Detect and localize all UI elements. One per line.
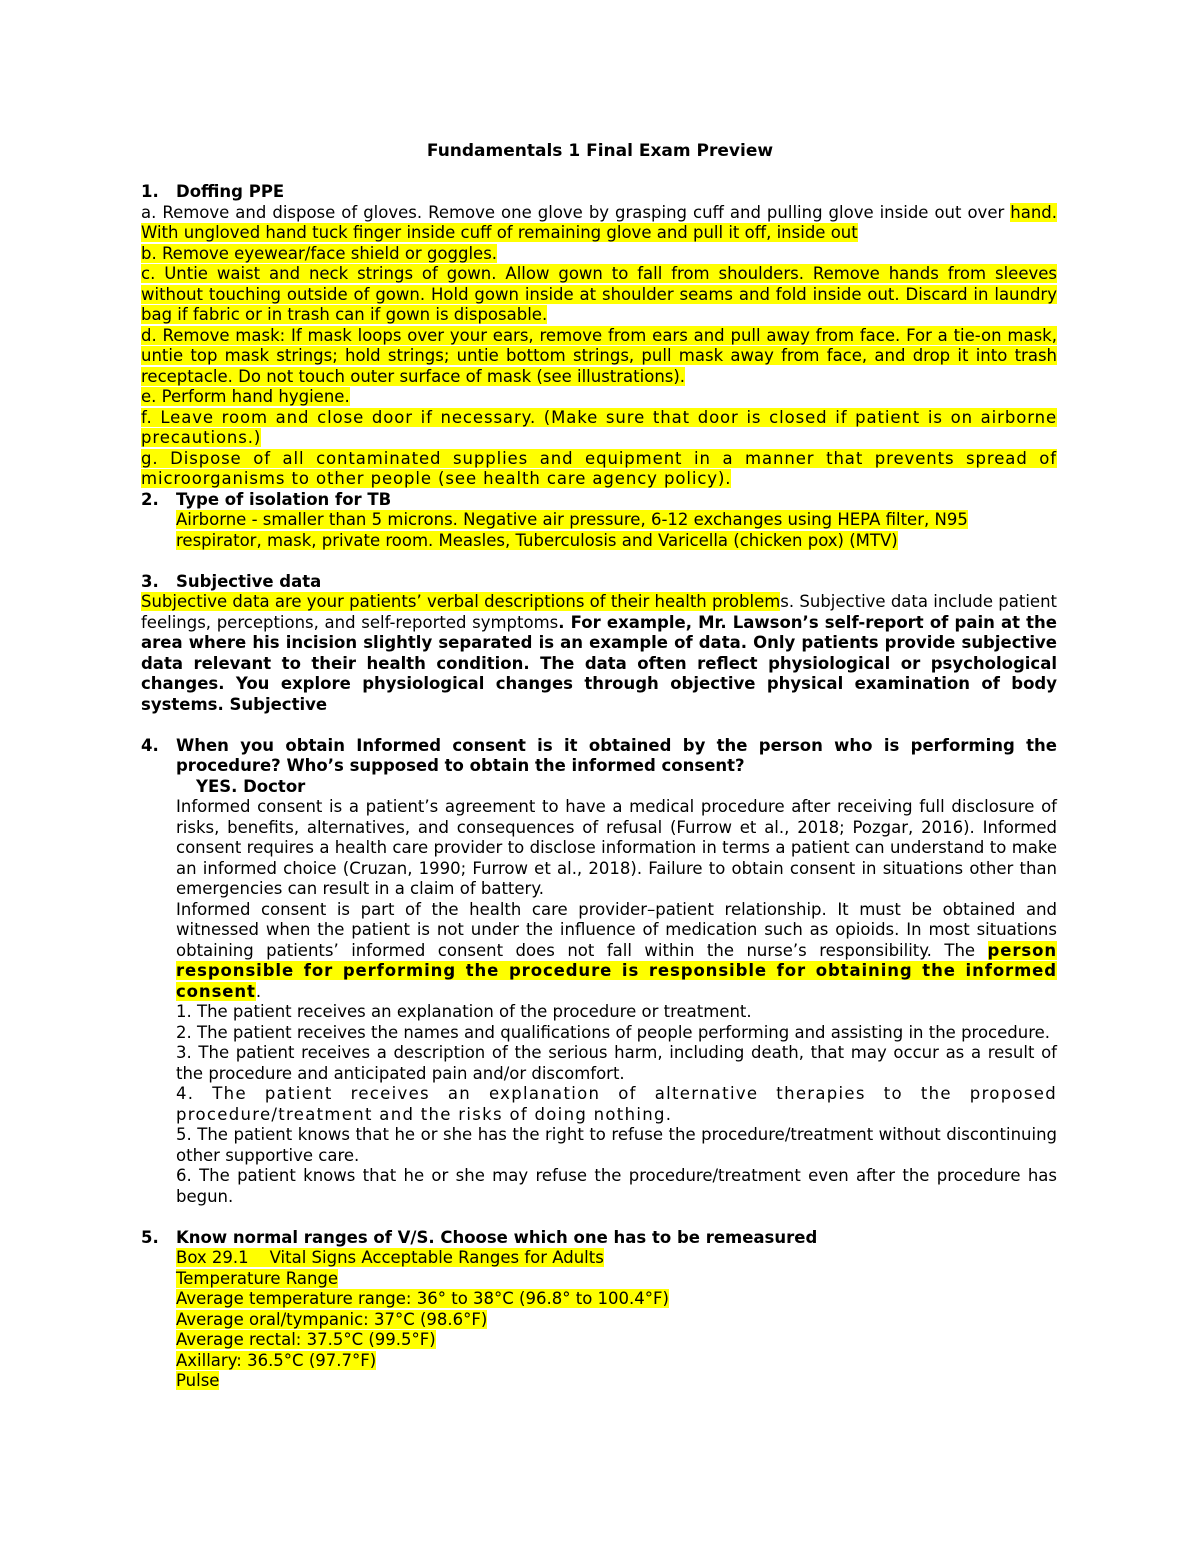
step-a-highlight: hand. With ungloved hand tuck finger inside cuff of remaining glove and pull it off, inside out [141,202,1058,242]
consent-paragraph-2 [141,900,1057,1003]
consent-para2-text: Informed consent is part of the health care provider–patient relationship. It must be obtained and witnessed when the patient is not under the influence of medication such as opioids. In most situations obtaining patients’ informed consent does not fall within the nurse’s responsibility. The [176,899,1057,960]
step-d-text: d. Remove mask: If mask loops over your ears, remove from ears and pull away from face. For a tie-on mask, untie top mask strings; hold strings; untie bottom strings, pull mask away from face, and drop it into trash receptacle. Do not touch outer surface of mask (see illustrations). [141,325,1057,386]
subjective-bold: For example, Mr. Lawson’s self-report of pain at the area where his incision slightly separated is an example of data. Only patients provide subjective data relevant to their health condition. The data often reflect physiological or psychological changes. You explore physiological changes through objective physical examination of body systems. Subjective [141,612,1057,714]
section-3-heading [141,572,1057,593]
vitals-line [141,1248,1057,1269]
vitals-line [141,1371,1057,1392]
step-c-text: c. Untie waist and neck strings of gown. Allow gown to fall from shoulders. Remove hands from sleeves without touching outside of gown. Hold gown inside at shoulder seams and fold inside out. Discard in laundry bag if fabric or in trash can if gown is disposable. [141,264,1057,324]
vitals-line [141,1289,1057,1310]
doffing-step-a [141,203,1057,244]
section-number: 2. [141,489,159,509]
section-number: 1. [141,182,159,201]
section-title: Doffing PPE [176,182,285,201]
subjective-text: s. Subjective data include patient feelings, perceptions, and self-reported symptoms [141,592,1057,632]
consent-para2-end: . [255,981,262,1001]
section-title: Subjective data [176,571,322,591]
section-5-heading [141,1228,1057,1249]
section-number: 3. [141,571,159,591]
doffing-step-b [141,244,1057,265]
section-title: When you obtain Informed consent is it obtained by the person who is performing the procedure? Who’s supposed to obtain the informed consent? [176,735,1057,775]
section-number: 5. [141,1227,159,1247]
vitals-line [141,1330,1057,1351]
doffing-step-g [141,449,1057,490]
vitals-text: Temperature Range [176,1268,339,1288]
step-g-text: g. Dispose of all contaminated supplies and equipment in a manner that prevents spread of microorganisms to other people (see health care agency policy). [141,448,1057,488]
step-b-text: b. Remove eyewear/face shield or goggles. [141,243,498,263]
subjective-paragraph [141,592,1057,715]
consent-paragraph-1: Informed consent is a patient’s agreement to have a medical procedure after receiving full disclosure of risks, benefits, alternatives, and consequences of refusal (Furrow et al., 2018; Pozgar, 2016). Informed consent requires a health care provider to disclose information in terms a patient can understand to make an informed choice (Cruzan, 1990; Furrow et al., 2018). Failure to obtain consent in situations other than emergencies can result in a claim of battery. [176,797,1057,898]
vitals-text: Axillary: 36.5°C (97.7°F) [176,1350,377,1370]
isolation-text: Airborne - smaller than 5 microns. Negative air pressure, 6-12 exchanges using HEPA filter, N95 respirator, mask, private room. Measles, Tuberculosis and Varicella (chicken pox) (MTV) [176,510,968,550]
vitals-line [141,1310,1057,1331]
page-title: Fundamentals 1 Final Exam Preview [426,141,774,161]
section-4-heading [141,736,1057,777]
step-e-text: e. Perform hand hygiene. [141,387,350,406]
step-f-text: f. Leave room and close door if necessary. (Make sure that door is closed if patient is on airborne precautions.) [141,407,1057,447]
isolation-answer [141,510,1057,551]
subjective-highlight: Subjective data are your patients’ verbal descriptions of their health problem [141,592,781,611]
vitals-text: Average oral/tympanic: 37°C (98.6°F) [176,1309,488,1329]
consent-para2-bold: person responsible for performing the procedure is responsible for obtaining the informed consent [176,940,1057,1001]
doffing-step-c [141,264,1057,326]
section-title: Know normal ranges of V/S. Choose which one has to be remeasured [176,1227,818,1247]
section-2-heading [141,490,1057,511]
document-body [141,182,1057,1392]
consent-item: 3. The patient receives a description of the serious harm, including death, that may occur as a result of the procedure and anticipated pain and/or discomfort. [176,1043,1057,1083]
consent-item: 1. The patient receives an explanation of the procedure or treatment. [176,1002,752,1021]
subjective-dot: . [558,612,571,632]
vitals-text: Average rectal: 37.5°C (99.5°F) [176,1330,436,1349]
vitals-line [141,1351,1057,1372]
consent-item: 2. The patient receives the names and qualifications of people performing and assisting in the procedure. [176,1022,1051,1042]
doffing-step-e [141,387,1057,408]
consent-item: 5. The patient knows that he or she has the right to refuse the procedure/treatment without discontinuing other supportive care. [176,1125,1057,1165]
doffing-step-f [141,408,1057,449]
doffing-step-d [141,326,1057,388]
section-number: 4. [141,735,159,755]
section-1-heading [141,182,1057,203]
consent-item: 6. The patient knows that he or she may refuse the procedure/treatment even after the procedure has begun. [176,1166,1057,1206]
vitals-box-title: Box 29.1 Vital Signs Acceptable Ranges for Adults [176,1248,604,1267]
vitals-line [141,1269,1057,1290]
step-a-text: a. Remove and dispose of gloves. Remove one glove by grasping cuff and pulling glove inside out over [141,202,1005,222]
section-title: Type of isolation for TB [176,489,392,509]
vitals-text: Pulse [176,1371,220,1390]
vitals-text: Average temperature range: 36° to 38°C (96.8° to 100.4°F) [176,1289,669,1308]
consent-answer: YES. Doctor [196,776,306,796]
consent-item: 4. The patient receives an explanation of alternative therapies to the proposed procedure/treatment and the risks of doing nothing. [176,1084,1057,1124]
